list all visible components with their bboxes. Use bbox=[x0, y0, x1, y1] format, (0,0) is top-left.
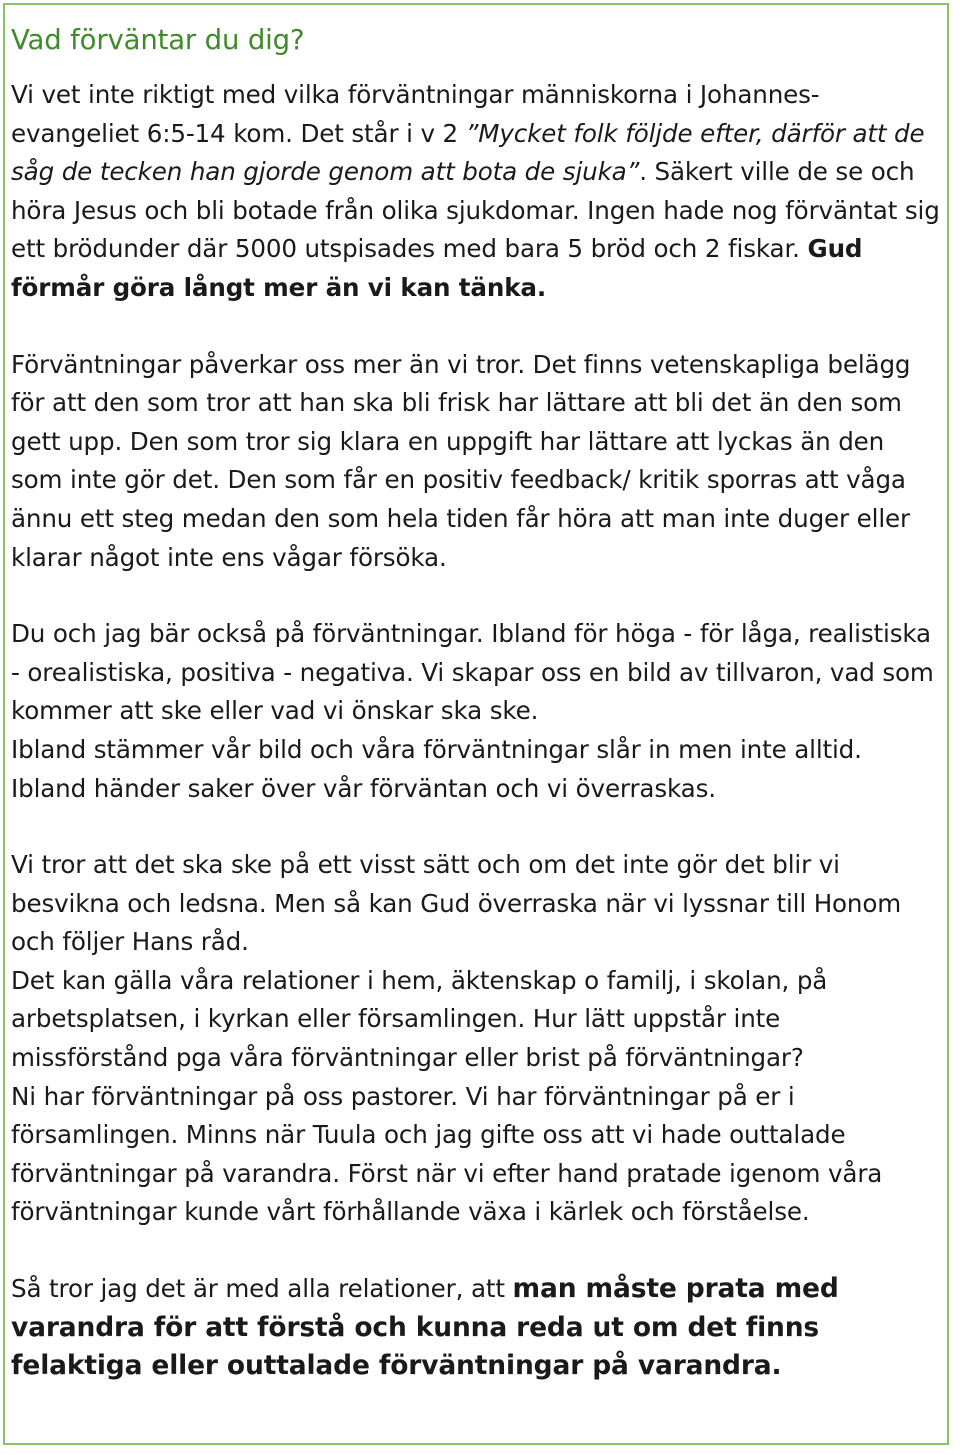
paragraph-spacer bbox=[11, 577, 941, 615]
paragraph-spacer bbox=[11, 308, 941, 346]
paragraph-sometimes-2: Ibland händer saker över vår förväntan och vi överraskas. bbox=[11, 773, 716, 803]
page-title: Vad förväntar du dig? bbox=[11, 24, 305, 56]
paragraph-pastors: Ni har förväntningar på oss pastorer. Vi har förväntningar på er i församlingen. Minns när Tuula och jag gifte oss att vi hade outtalade förväntningar på varandra. Först när vi efter hand pratade igenom våra förväntningar kunde vårt förhållande växa i kärlek och förståelse. bbox=[11, 1081, 883, 1227]
paragraph-sometimes-1: Ibland stämmer vår bild och våra förväntningar slår in men inte alltid. bbox=[11, 734, 862, 764]
paragraph-we-carry: Du och jag bär också på förväntningar. Ibland för höga - för låga, realistiska - orealistiska, positiva - negativa. Vi skapar oss en bild av tillvaron, vad som kommer att ske eller vad vi önskar ska ske. bbox=[11, 619, 934, 726]
paragraph-we-believe: Vi tror att det ska ske på ett visst sätt och om det inte gör det blir vi besvikna och ledsna. Men så kan Gud överraska när vi lyssnar till Honom och följer Hans råd. bbox=[11, 850, 902, 957]
article bbox=[11, 18, 941, 1386]
paragraph-spacer bbox=[11, 1232, 941, 1270]
paragraph-expectations: Förväntningar påverkar oss mer än vi tror. Det finns vetenskapliga belägg för att den som tror att han ska bli frisk har lättare att bli det än den som gett upp. Den som tror sig klara en uppgift har lättare att lyckas än den som inte gör det. Den som får en positiv feedback/ kritik sporras att våga ännu ett steg medan den som hela tiden får höra att man inte duger eller klarar något inte ens vågar försöka. bbox=[11, 349, 911, 572]
paragraph-relations: Det kan gälla våra relationer i hem, äktenskap o familj, i skolan, på arbetsplatsen, i kyrkan eller församlingen. Hur lätt uppstår inte missförstånd pga våra förväntningar eller brist på förväntningar? bbox=[11, 965, 828, 1073]
emphasis-text: Gud förmår göra långt mer än vi kan tänka. bbox=[11, 234, 863, 302]
paragraph-conclusion bbox=[11, 1270, 941, 1386]
conclusion-emphasis: man måste prata med varandra för att förstå och kunna reda ut om det finns felaktiga eller outtalade förväntningar på varandra. bbox=[11, 1273, 839, 1382]
conclusion-text: Så tror jag det är med alla relationer, att bbox=[11, 1274, 513, 1304]
paragraph-intro-text: Vi vet inte riktigt med vilka förväntningar människorna i Johannes-evangeliet 6:5-14 kom. Det står i v 2 bbox=[11, 80, 820, 148]
paragraph-intro bbox=[11, 76, 941, 308]
paragraph-spacer bbox=[11, 808, 941, 846]
bible-quote: ”Mycket folk följde efter, därför att de såg de tecken han gjorde genom att bota de sjuka” bbox=[11, 118, 925, 187]
paragraph-intro-text-2: . Säkert ville de se och höra Jesus och bli botade från olika sjukdomar. Ingen hade nog förväntat sig ett brödunder där 5000 utspisades med bara 5 bröd och 2 fiskar. bbox=[11, 157, 940, 264]
